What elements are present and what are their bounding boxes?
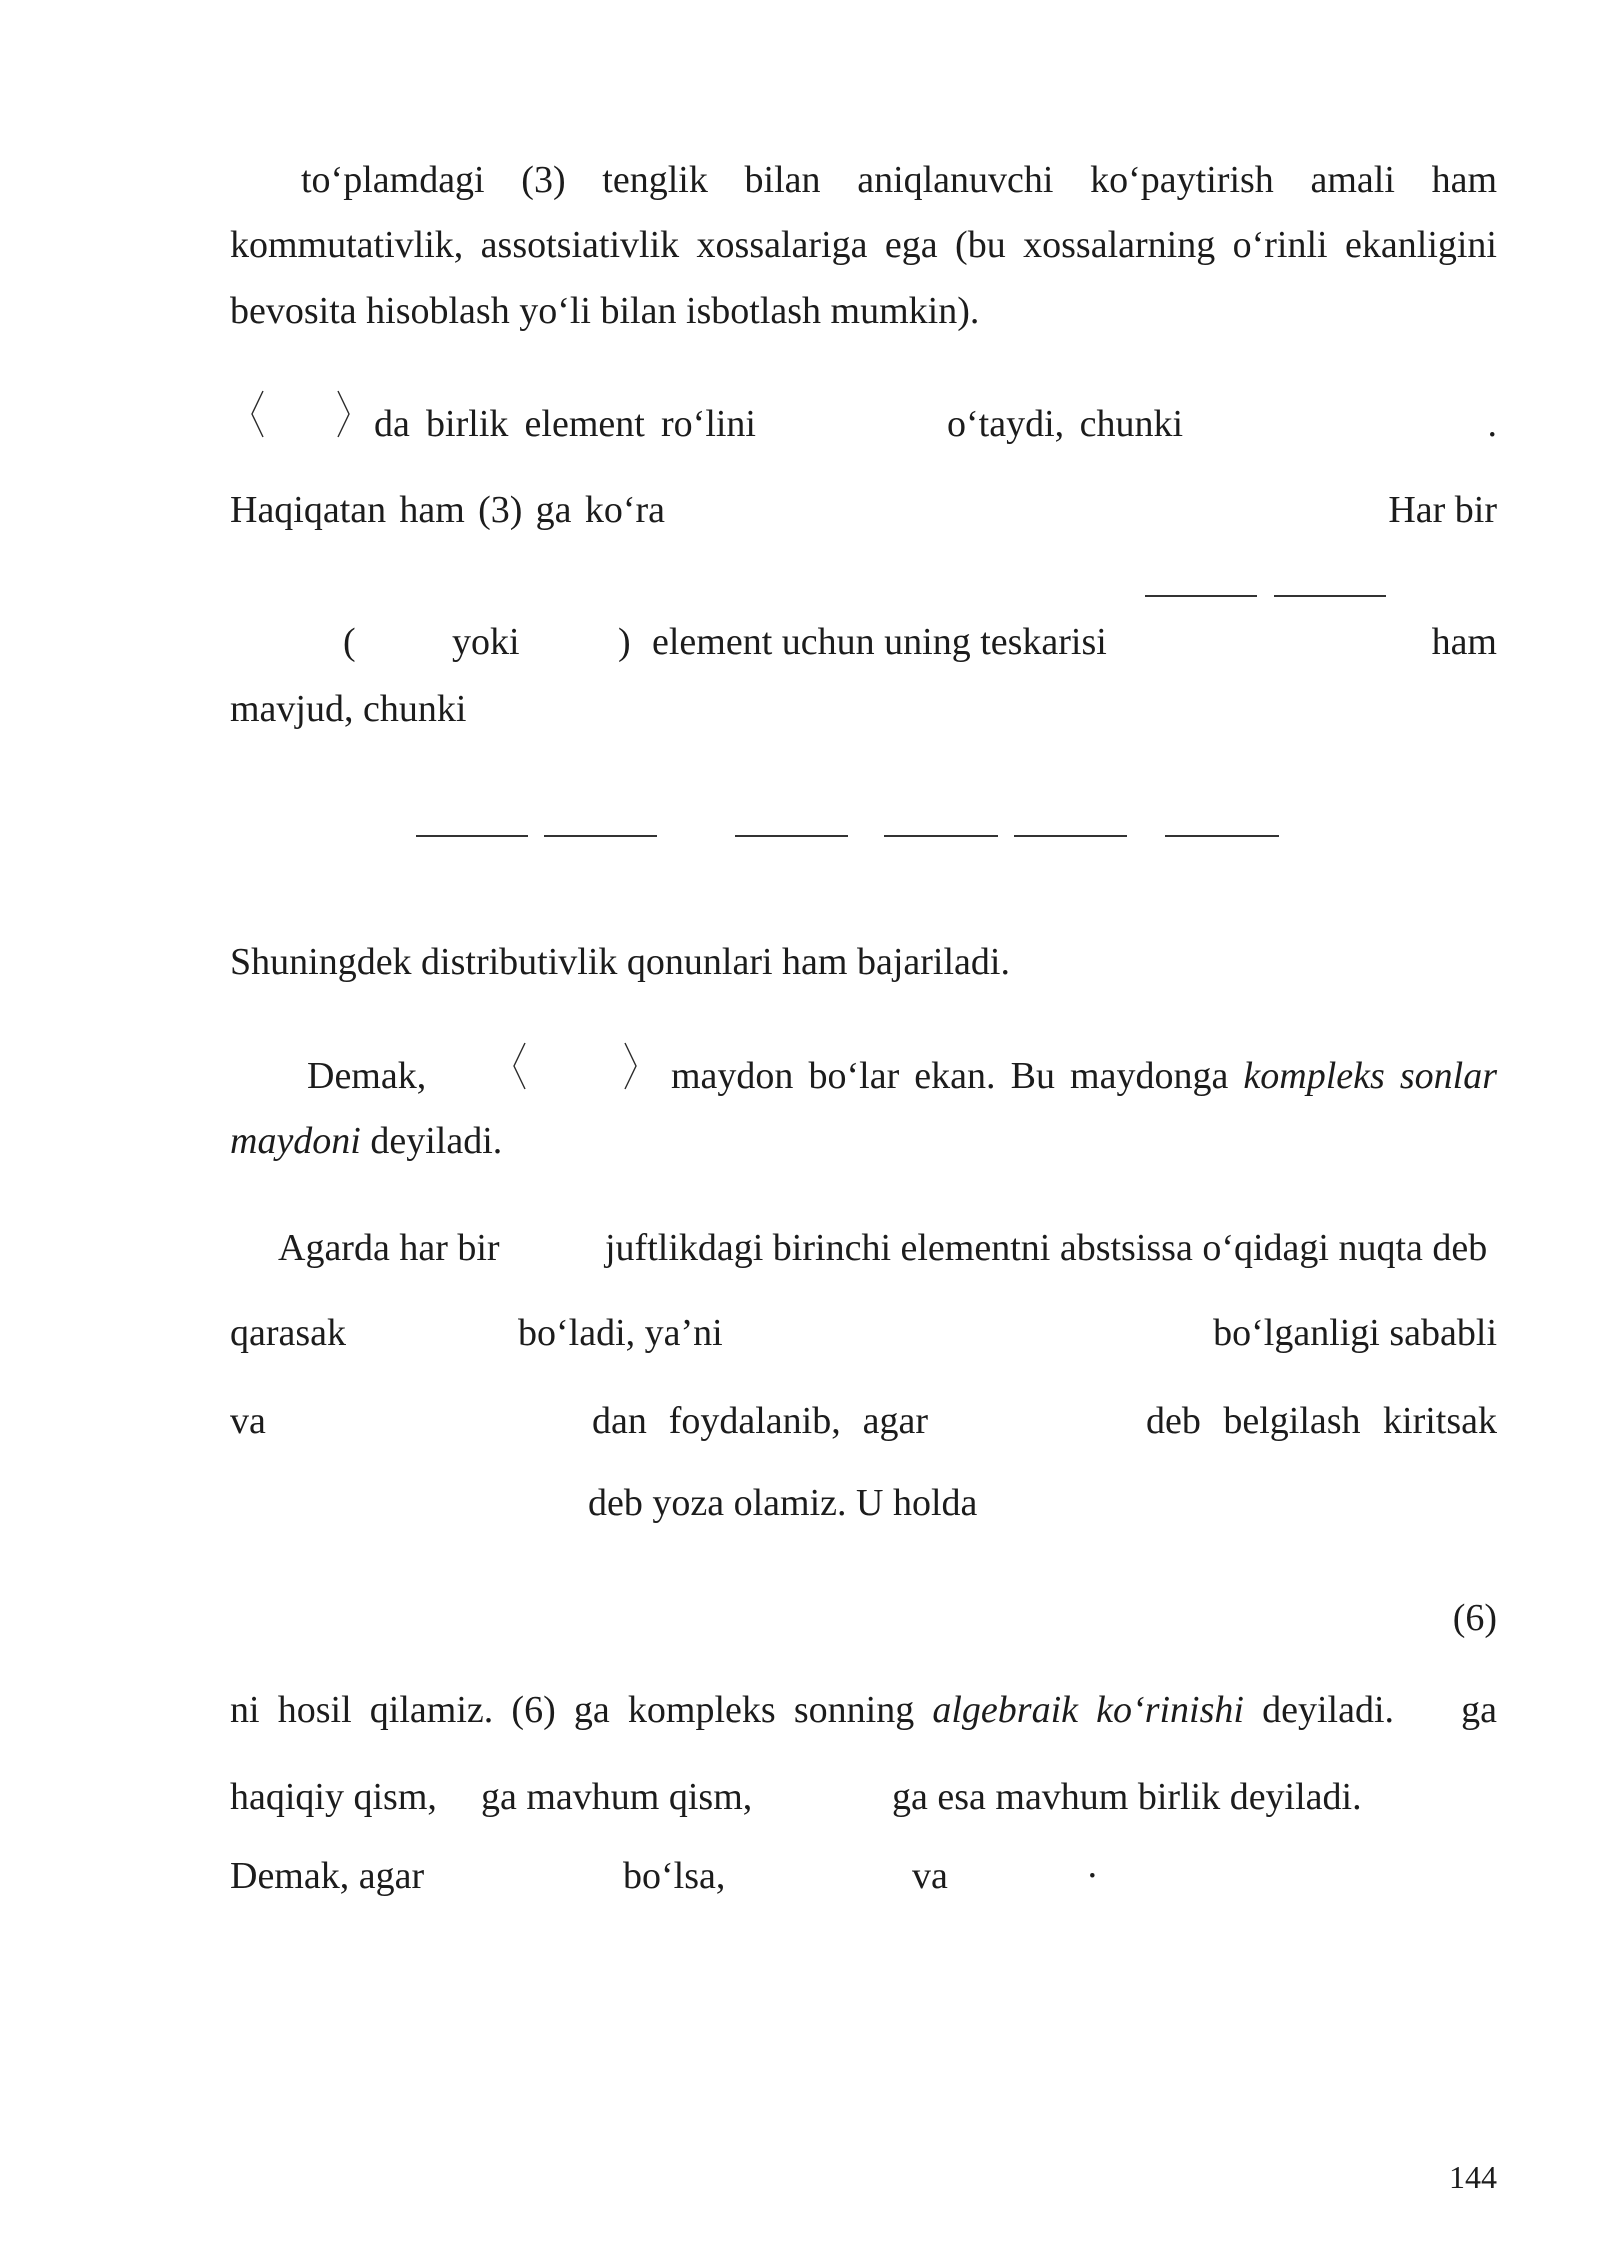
text-fragment: va: [230, 1400, 266, 1442]
text-fragment: qarasak: [230, 1312, 347, 1354]
text-fragment: Agarda har bir: [278, 1227, 500, 1269]
paragraph-line: kommutativlik, assotsiativlik xossalariga ega (bu xossalarning o‘rinli ekanligini: [230, 224, 1497, 266]
text-fragment: deb belgilash kiritsak: [1146, 1400, 1497, 1442]
text-fragment: va: [912, 1855, 948, 1897]
text-fragment: bo‘lganligi sababli: [1213, 1312, 1497, 1354]
overline-bar: [735, 835, 848, 837]
left-angle-bracket: [250, 390, 264, 438]
left-angle-bracket: [512, 1042, 526, 1090]
text-fragment: bo‘lsa,: [623, 1855, 726, 1897]
paragraph-line: to‘plamdagi (3) tenglik bilan aniqlanuvchi ko‘paytirish amali ham: [301, 159, 1497, 201]
text-fragment: o‘taydi, chunki: [947, 403, 1183, 445]
paragraph-line: mavjud, chunki: [230, 688, 467, 730]
overline-bar: [1014, 835, 1127, 837]
right-angle-bracket: [624, 1042, 638, 1090]
text-fragment: juftlikdagi birinchi elementni abstsissa o‘qidagi nuqta deb: [605, 1227, 1488, 1269]
text-fragment: element uchun uning teskarisi: [652, 621, 1107, 663]
text-fragment: ): [618, 621, 631, 663]
text-fragment: ham: [1431, 621, 1497, 663]
paragraph-line: bevosita hisoblash yo‘li bilan isbotlash mumkin).: [230, 290, 980, 332]
text-fragment: Demak, agar: [230, 1855, 425, 1897]
overline-bar: [1165, 835, 1279, 837]
text-fragment: ga esa mavhum birlik deyiladi.: [892, 1776, 1362, 1818]
text-fragment: .: [1487, 403, 1497, 445]
paragraph-line: [671, 1054, 1497, 1098]
equation-number: (6): [1452, 1597, 1497, 1639]
text-fragment: haqiqiy qism,: [230, 1776, 437, 1818]
emphasized-term: kompleks sonlar: [1243, 1055, 1497, 1097]
text-fragment: Haqiqatan ham (3) ga ko‘ra: [230, 489, 665, 531]
overline-bar: [1145, 595, 1257, 597]
text-fragment: bo‘ladi, ya’ni: [518, 1312, 723, 1354]
right-angle-bracket: [337, 390, 351, 438]
text-fragment: ·: [1086, 1855, 1099, 1897]
emphasized-term: maydoni: [230, 1120, 361, 1162]
text-fragment: dan foydalanib, agar: [592, 1400, 928, 1442]
overline-bar: [544, 835, 657, 837]
paragraph-line: [230, 1119, 502, 1163]
text-fragment: ni hosil qilamiz. (6) ga kompleks sonning: [230, 1689, 915, 1731]
overline-bar: [1274, 595, 1386, 597]
text-fragment: deyiladi.: [1262, 1689, 1395, 1731]
overline-bar: [884, 835, 998, 837]
text-fragment: deb yoza olamiz. U holda: [588, 1482, 978, 1524]
overline-bar: [416, 835, 528, 837]
text-fragment: Har bir: [1388, 489, 1497, 531]
text-fragment: deyiladi.: [370, 1120, 503, 1162]
text-fragment: maydon bo‘lar ekan. Bu maydonga: [671, 1055, 1229, 1097]
text-fragment: da birlik element ro‘lini: [374, 403, 756, 445]
paragraph-line: Shuningdek distributivlik qonunlari ham bajariladi.: [230, 941, 1010, 983]
page-number: 144: [1449, 2159, 1497, 2195]
text-fragment: ga mavhum qism,: [481, 1776, 753, 1818]
emphasized-term: algebraik ko‘rinishi: [932, 1689, 1244, 1731]
text-fragment: yoki: [452, 621, 520, 663]
paragraph-line: [230, 1688, 1394, 1732]
text-fragment: (: [343, 621, 356, 663]
text-fragment: Demak,: [307, 1055, 427, 1097]
text-fragment: ga: [1461, 1689, 1497, 1731]
